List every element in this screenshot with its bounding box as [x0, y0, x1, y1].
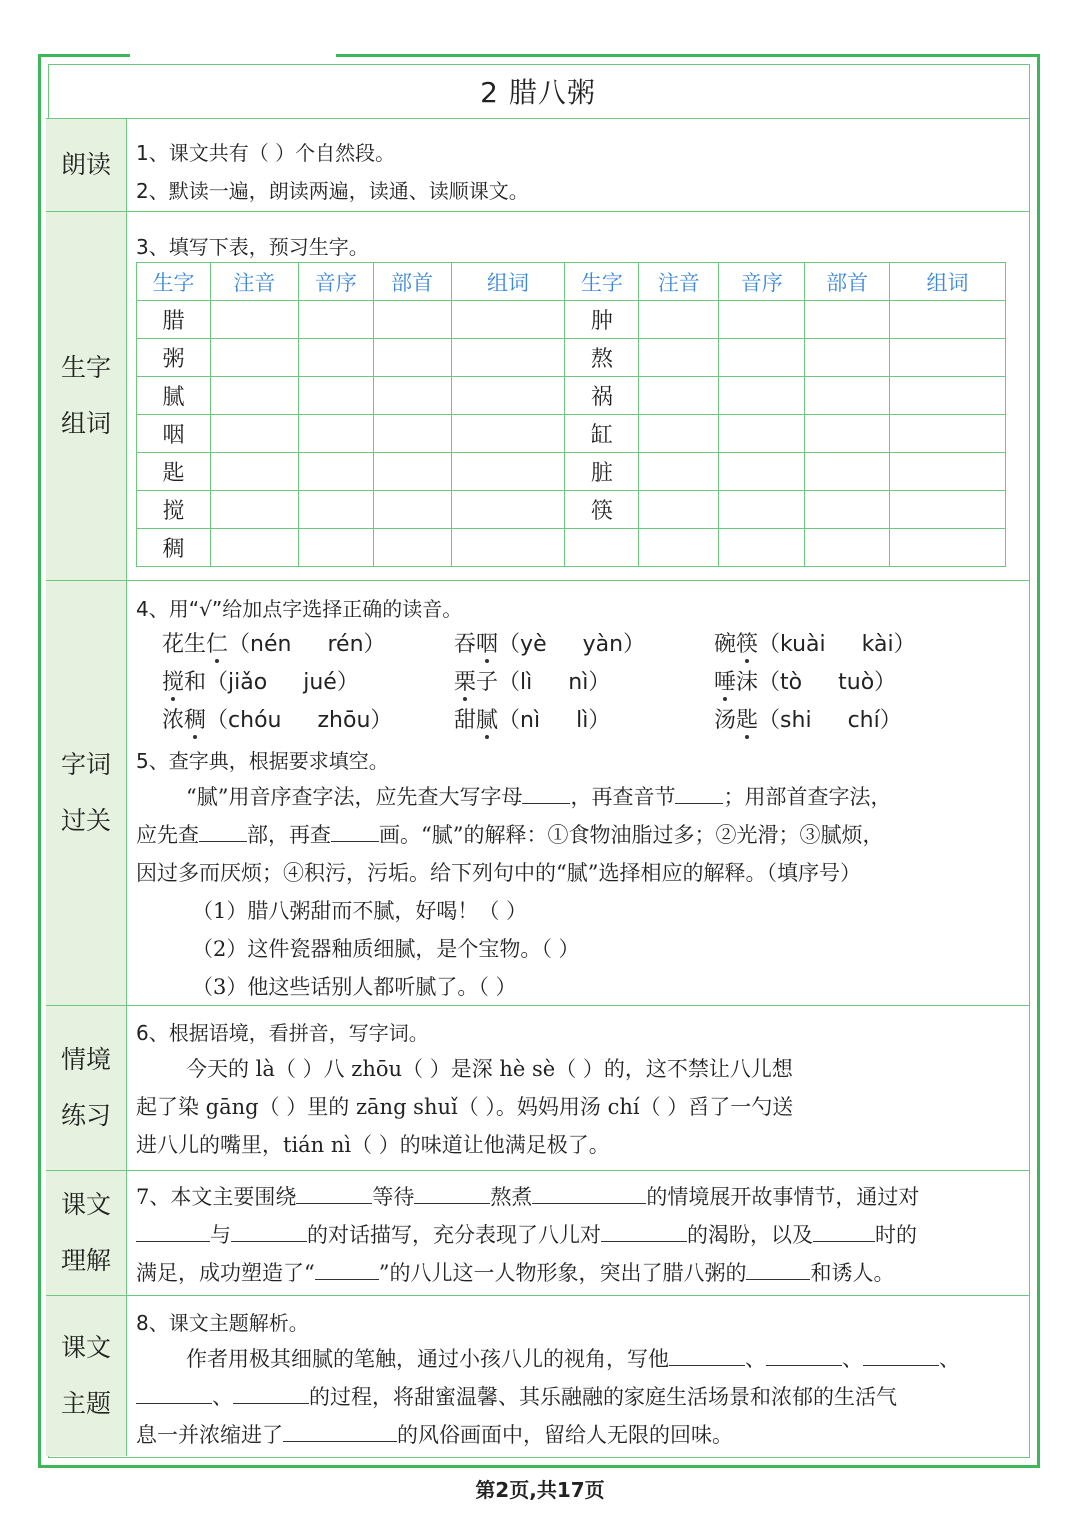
- char-cell: 熬: [565, 339, 639, 377]
- page-footer: 第2页,共17页: [475, 1478, 605, 1502]
- table-header-row: [137, 263, 1006, 301]
- answer-cell[interactable]: [298, 529, 373, 567]
- table-header-cell: 音序: [298, 263, 373, 301]
- word: 唾沫: [714, 670, 759, 695]
- pinyin-choice: 甜腻（nì lì）: [454, 708, 611, 733]
- answer-cell[interactable]: [373, 453, 451, 491]
- section-lijie: [46, 1170, 1030, 1295]
- question-3: 3、填写下表，预习生字。: [136, 235, 369, 259]
- char-cell: 祸: [565, 377, 639, 415]
- option-b[interactable]: jué: [303, 670, 337, 695]
- answer-cell[interactable]: [639, 415, 719, 453]
- table-header-cell: 注音: [639, 263, 719, 301]
- question-1: 1、课文共有（ ）个自然段。: [136, 141, 396, 165]
- option-a[interactable]: lì: [520, 670, 533, 695]
- char-cell: 腊: [137, 301, 211, 339]
- table-row: [137, 491, 1006, 529]
- answer-cell[interactable]: [890, 491, 1006, 529]
- option-b[interactable]: kài: [861, 632, 894, 657]
- answer-cell[interactable]: [210, 415, 298, 453]
- answer-cell[interactable]: [298, 301, 373, 339]
- option-b[interactable]: yàn: [582, 632, 624, 657]
- word: 花生仁: [162, 632, 229, 657]
- option-a[interactable]: chóu: [228, 708, 282, 733]
- question-2: 2、默读一遍，朗读两遍，读通、读顺课文。: [136, 179, 529, 203]
- char-cell: 粥: [137, 339, 211, 377]
- section-zhuti: [46, 1295, 1030, 1456]
- answer-cell[interactable]: [805, 453, 890, 491]
- option-b[interactable]: zhōu: [317, 708, 371, 733]
- answer-cell[interactable]: [639, 529, 719, 567]
- answer-cell[interactable]: [451, 529, 565, 567]
- section-qingjing: [46, 1005, 1030, 1170]
- table-header-cell: 部首: [805, 263, 890, 301]
- answer-cell[interactable]: [210, 529, 298, 567]
- answer-cell[interactable]: [890, 377, 1006, 415]
- option-a[interactable]: tò: [780, 670, 803, 695]
- answer-cell[interactable]: [210, 339, 298, 377]
- word: 浓稠: [162, 708, 207, 733]
- answer-cell[interactable]: [890, 453, 1006, 491]
- table-row: [137, 415, 1006, 453]
- answer-cell[interactable]: [805, 301, 890, 339]
- pinyin-choice: 花生仁（nén rén）: [162, 632, 386, 657]
- word: 甜腻: [454, 708, 499, 733]
- answer-cell[interactable]: [298, 491, 373, 529]
- table-header-cell: 音序: [719, 263, 805, 301]
- option-b[interactable]: lì: [576, 708, 589, 733]
- option-b[interactable]: tuò: [838, 670, 875, 695]
- q7-line-1: 7、本文主要围绕 等待 熬煮 的情境展开故事情节，通过对: [136, 1185, 920, 1209]
- table-header-cell: 注音: [210, 263, 298, 301]
- answer-cell[interactable]: [210, 377, 298, 415]
- section-label: 课文 主题: [46, 1296, 127, 1456]
- answer-cell[interactable]: [298, 339, 373, 377]
- pinyin-choice: 栗子（lì nì）: [454, 670, 611, 695]
- answer-cell[interactable]: [805, 415, 890, 453]
- answer-cell[interactable]: [719, 491, 805, 529]
- word: 碗筷: [714, 632, 759, 657]
- answer-cell[interactable]: [719, 529, 805, 567]
- char-cell: 匙: [137, 453, 211, 491]
- q5-sentence-3: （3）他这些话别人都听腻了。（ ）: [192, 975, 517, 999]
- answer-cell[interactable]: [373, 415, 451, 453]
- answer-cell[interactable]: [639, 339, 719, 377]
- pinyin-choice: 汤匙（shi chí）: [714, 708, 902, 733]
- option-b[interactable]: chí: [847, 708, 880, 733]
- char-cell: [565, 529, 639, 567]
- answer-cell[interactable]: [719, 339, 805, 377]
- page-title: 2 腊八粥: [480, 76, 596, 109]
- answer-cell[interactable]: [805, 491, 890, 529]
- word: 搅和: [162, 670, 207, 695]
- table-row: [137, 301, 1006, 339]
- answer-cell[interactable]: [805, 529, 890, 567]
- char-cell: 缸: [565, 415, 639, 453]
- answer-cell[interactable]: [639, 491, 719, 529]
- table-row: [137, 529, 1006, 567]
- section-langdu: [46, 118, 1030, 211]
- answer-cell[interactable]: [890, 301, 1006, 339]
- word: 栗子: [454, 670, 499, 695]
- option-b[interactable]: rén: [327, 632, 364, 657]
- q8-line-1: 作者用极其细腻的笔触，通过小孩八儿的视角，写他 、 、 、: [186, 1347, 960, 1371]
- pinyin-choice: 吞咽（yè yàn）: [454, 632, 646, 657]
- option-a[interactable]: nì: [520, 708, 541, 733]
- answer-cell[interactable]: [719, 415, 805, 453]
- q5-line-2: 应先查 部，再查 画。“腻”的解释：①食物油脂过多；②光滑；③腻烦，: [136, 823, 884, 847]
- section-ciguan: [46, 580, 1030, 1005]
- answer-cell[interactable]: [719, 453, 805, 491]
- answer-cell[interactable]: [373, 377, 451, 415]
- word: 吞咽: [454, 632, 499, 657]
- q6-line-1: 今天的 là（ ）八 zhōu（ ）是深 hè sè（ ）的，这不禁让八儿想: [186, 1057, 793, 1081]
- answer-cell[interactable]: [373, 529, 451, 567]
- question-5: 5、查字典，根据要求填空。: [136, 749, 389, 773]
- pinyin-choice: 唾沫（tò tuò）: [714, 670, 897, 695]
- answer-cell[interactable]: [890, 415, 1006, 453]
- answer-cell[interactable]: [890, 529, 1006, 567]
- char-cell: 咽: [137, 415, 211, 453]
- answer-cell[interactable]: [298, 377, 373, 415]
- answer-cell[interactable]: [639, 453, 719, 491]
- word: 汤匙: [714, 708, 759, 733]
- table-header-cell: 组词: [890, 263, 1006, 301]
- answer-cell[interactable]: [451, 415, 565, 453]
- table-row: [137, 453, 1006, 491]
- answer-cell[interactable]: [451, 377, 565, 415]
- answer-cell[interactable]: [210, 453, 298, 491]
- table-header-cell: 组词: [451, 263, 565, 301]
- section-label: 生字 组词: [46, 212, 127, 580]
- character-table: [136, 262, 1006, 567]
- pinyin-choice: 浓稠（chóu zhōu）: [162, 708, 393, 733]
- answer-cell[interactable]: [805, 377, 890, 415]
- answer-cell[interactable]: [639, 377, 719, 415]
- table-header-cell: 生字: [565, 263, 639, 301]
- answer-cell[interactable]: [373, 301, 451, 339]
- answer-cell[interactable]: [373, 339, 451, 377]
- table-row: [137, 377, 1006, 415]
- table-header-cell: 生字: [137, 263, 211, 301]
- q6-line-3: 进八儿的嘴里，tián nì（ ）的味道让他满足极了。: [136, 1133, 610, 1157]
- answer-cell[interactable]: [451, 339, 565, 377]
- pinyin-choice: 碗筷（kuài kài）: [714, 632, 916, 657]
- answer-cell[interactable]: [639, 301, 719, 339]
- answer-cell[interactable]: [298, 415, 373, 453]
- char-cell: 搅: [137, 491, 211, 529]
- table-row: [137, 339, 1006, 377]
- answer-cell[interactable]: [451, 491, 565, 529]
- option-a[interactable]: nén: [250, 632, 292, 657]
- option-a[interactable]: shi: [780, 708, 812, 733]
- answer-cell[interactable]: [373, 491, 451, 529]
- char-cell: 稠: [137, 529, 211, 567]
- answer-cell[interactable]: [210, 491, 298, 529]
- pinyin-choice: 搅和（jiǎo jué）: [162, 670, 359, 695]
- answer-cell[interactable]: [298, 453, 373, 491]
- q6-line-2: 起了染 gāng（ ）里的 zāng shuǐ（ ）。妈妈用汤 chí（ ）舀了一勺送: [136, 1095, 794, 1119]
- question-4: 4、用“√”给加点字选择正确的读音。: [136, 597, 463, 621]
- q5-line-1: “腻”用音序查字法，应先查大写字母 ，再查音节 ；用部首查字法，: [186, 785, 892, 809]
- q5-sentence-2: （2）这件瓷器釉质细腻，是个宝物。（ ）: [192, 937, 580, 961]
- q5-line-3: 因过多而厌烦；④积污，污垢。给下列句中的“腻”选择相应的解释。（填序号）: [136, 861, 861, 885]
- answer-cell[interactable]: [890, 339, 1006, 377]
- option-a[interactable]: yè: [520, 632, 547, 657]
- answer-cell[interactable]: [451, 301, 565, 339]
- q7-line-2: 与 的对话描写，充分表现了八儿对 的渴盼，以及 时的: [136, 1219, 917, 1249]
- answer-cell[interactable]: [719, 301, 805, 339]
- char-cell: 脏: [565, 453, 639, 491]
- section-label: 情境 练习: [46, 1006, 127, 1170]
- table-header-cell: 部首: [373, 263, 451, 301]
- option-a[interactable]: jiǎo: [228, 670, 268, 695]
- char-cell: 腻: [137, 377, 211, 415]
- q8-line-3: 息一并浓缩进了 的风俗画面中，留给人无限的回味。: [136, 1423, 733, 1447]
- section-label: 字词 过关: [46, 581, 127, 1005]
- answer-cell[interactable]: [210, 301, 298, 339]
- q8-line-2: 、 的过程，将甜蜜温馨、其乐融融的家庭生活场景和浓郁的生活气: [136, 1381, 897, 1411]
- section-label: 朗读: [46, 119, 127, 211]
- answer-cell[interactable]: [451, 453, 565, 491]
- option-b[interactable]: nì: [568, 670, 589, 695]
- section-label: 课文 理解: [46, 1171, 127, 1295]
- option-a[interactable]: kuài: [780, 632, 826, 657]
- q7-line-3: 满足，成功塑造了“ ”的八儿这一人物形象，突出了腊八粥的 和诱人。: [136, 1261, 895, 1285]
- char-cell: 肿: [565, 301, 639, 339]
- section-shengzi: [46, 211, 1030, 580]
- question-8: 8、课文主题解析。: [136, 1311, 309, 1335]
- q5-sentence-1: （1）腊八粥甜而不腻，好喝！（ ）: [192, 899, 528, 923]
- answer-cell[interactable]: [805, 339, 890, 377]
- char-cell: 筷: [565, 491, 639, 529]
- answer-cell[interactable]: [719, 377, 805, 415]
- question-6: 6、根据语境，看拼音，写字词。: [136, 1021, 429, 1045]
